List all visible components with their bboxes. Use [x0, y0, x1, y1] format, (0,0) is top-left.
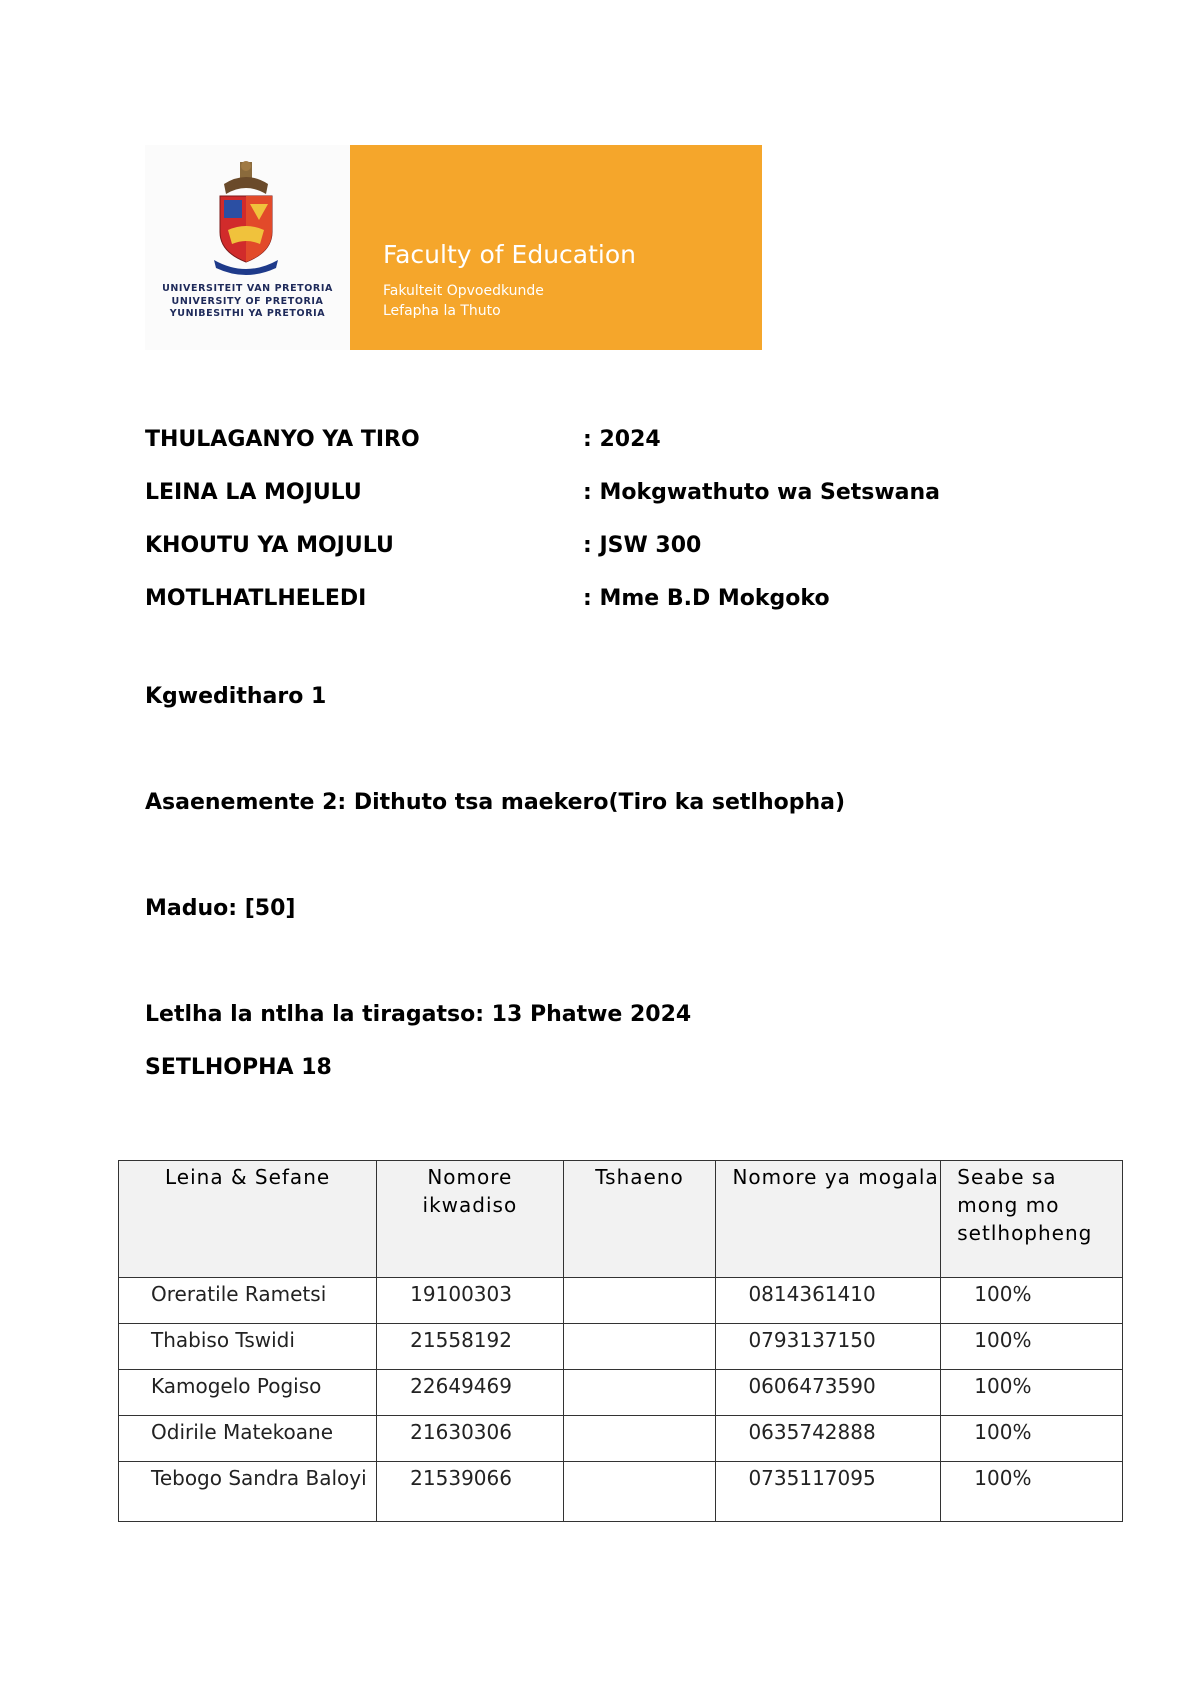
faculty-banner — [145, 145, 762, 350]
university-name — [145, 283, 350, 321]
table-header-row — [119, 1161, 1123, 1278]
header-contribution: Seabe sa mong mo setlhopheng — [941, 1161, 1123, 1278]
cell-student-number: 19100303 — [377, 1278, 563, 1324]
cell-phone: 0606473590 — [716, 1370, 941, 1416]
cell-signature — [563, 1324, 716, 1370]
cell-signature — [563, 1370, 716, 1416]
cell-student-number: 21539066 — [377, 1462, 563, 1522]
cell-student-number: 21630306 — [377, 1416, 563, 1462]
cell-name: Kamogelo Pogiso — [119, 1370, 377, 1416]
cell-contribution: 100% — [941, 1462, 1123, 1522]
cell-name: Tebogo Sandra Baloyi — [119, 1462, 377, 1522]
faculty-subtitle-afrikaans: Fakulteit Opvoedkunde — [383, 283, 544, 299]
info-value-lecturer: : Mme B.D Mokgoko — [583, 586, 830, 611]
cell-contribution: 100% — [941, 1416, 1123, 1462]
table-row — [119, 1370, 1123, 1416]
term-label: Kgweditharo 1 — [145, 684, 327, 709]
info-value-module-code: : JSW 300 — [583, 533, 702, 558]
table-row — [119, 1462, 1123, 1522]
university-crest-icon — [210, 160, 282, 275]
cell-name: Oreratile Rametsi — [119, 1278, 377, 1324]
info-label-year: THULAGANYO YA TIRO — [145, 427, 420, 452]
header-phone: Nomore ya mogala — [716, 1161, 941, 1278]
info-label-lecturer: MOTLHATLHELEDI — [145, 586, 367, 611]
cell-signature — [563, 1278, 716, 1324]
info-value-year: : 2024 — [583, 427, 661, 452]
cell-student-number: 21558192 — [377, 1324, 563, 1370]
university-name-english: UNIVERSITY OF PRETORIA — [171, 295, 324, 307]
university-name-sepedi: YUNIBESITHI YA PRETORIA — [169, 308, 326, 319]
info-label-module-code: KHOUTU YA MOJULU — [145, 533, 394, 558]
info-label-module-name: LEINA LA MOJULU — [145, 480, 362, 505]
cell-name: Odirile Matekoane — [119, 1416, 377, 1462]
faculty-subtitle-sepedi: Lefapha la Thuto — [383, 303, 501, 319]
header-student-number: Nomore ikwadiso — [377, 1161, 563, 1278]
cell-name: Thabiso Tswidi — [119, 1324, 377, 1370]
cell-phone: 0793137150 — [716, 1324, 941, 1370]
marks-label: Maduo: [50] — [145, 896, 296, 921]
table-row — [119, 1324, 1123, 1370]
cell-contribution: 100% — [941, 1370, 1123, 1416]
university-name-afrikaans: UNIVERSITEIT VAN PRETORIA — [162, 283, 333, 294]
cell-contribution: 100% — [941, 1324, 1123, 1370]
group-members-table — [118, 1160, 1123, 1522]
cell-phone: 0635742888 — [716, 1416, 941, 1462]
faculty-title: Faculty of Education — [383, 240, 636, 269]
university-logo — [145, 145, 350, 350]
header-name: Leina & Sefane — [119, 1161, 377, 1278]
cell-signature — [563, 1416, 716, 1462]
assignment-title: Asaenemente 2: Dithuto tsa maekero(Tiro ka setlhopha) — [145, 790, 846, 815]
group-label: SETLHOPHA 18 — [145, 1055, 332, 1080]
cell-phone: 0735117095 — [716, 1462, 941, 1522]
cell-phone: 0814361410 — [716, 1278, 941, 1324]
cell-student-number: 22649469 — [377, 1370, 563, 1416]
table-row — [119, 1278, 1123, 1324]
cell-contribution: 100% — [941, 1278, 1123, 1324]
due-date: Letlha la ntlha la tiragatso: 13 Phatwe 2024 — [145, 1002, 692, 1027]
header-signature: Tshaeno — [563, 1161, 716, 1278]
info-value-module-name: : Mokgwathuto wa Setswana — [583, 480, 941, 505]
cell-signature — [563, 1462, 716, 1522]
faculty-block — [350, 145, 762, 350]
table-row — [119, 1416, 1123, 1462]
